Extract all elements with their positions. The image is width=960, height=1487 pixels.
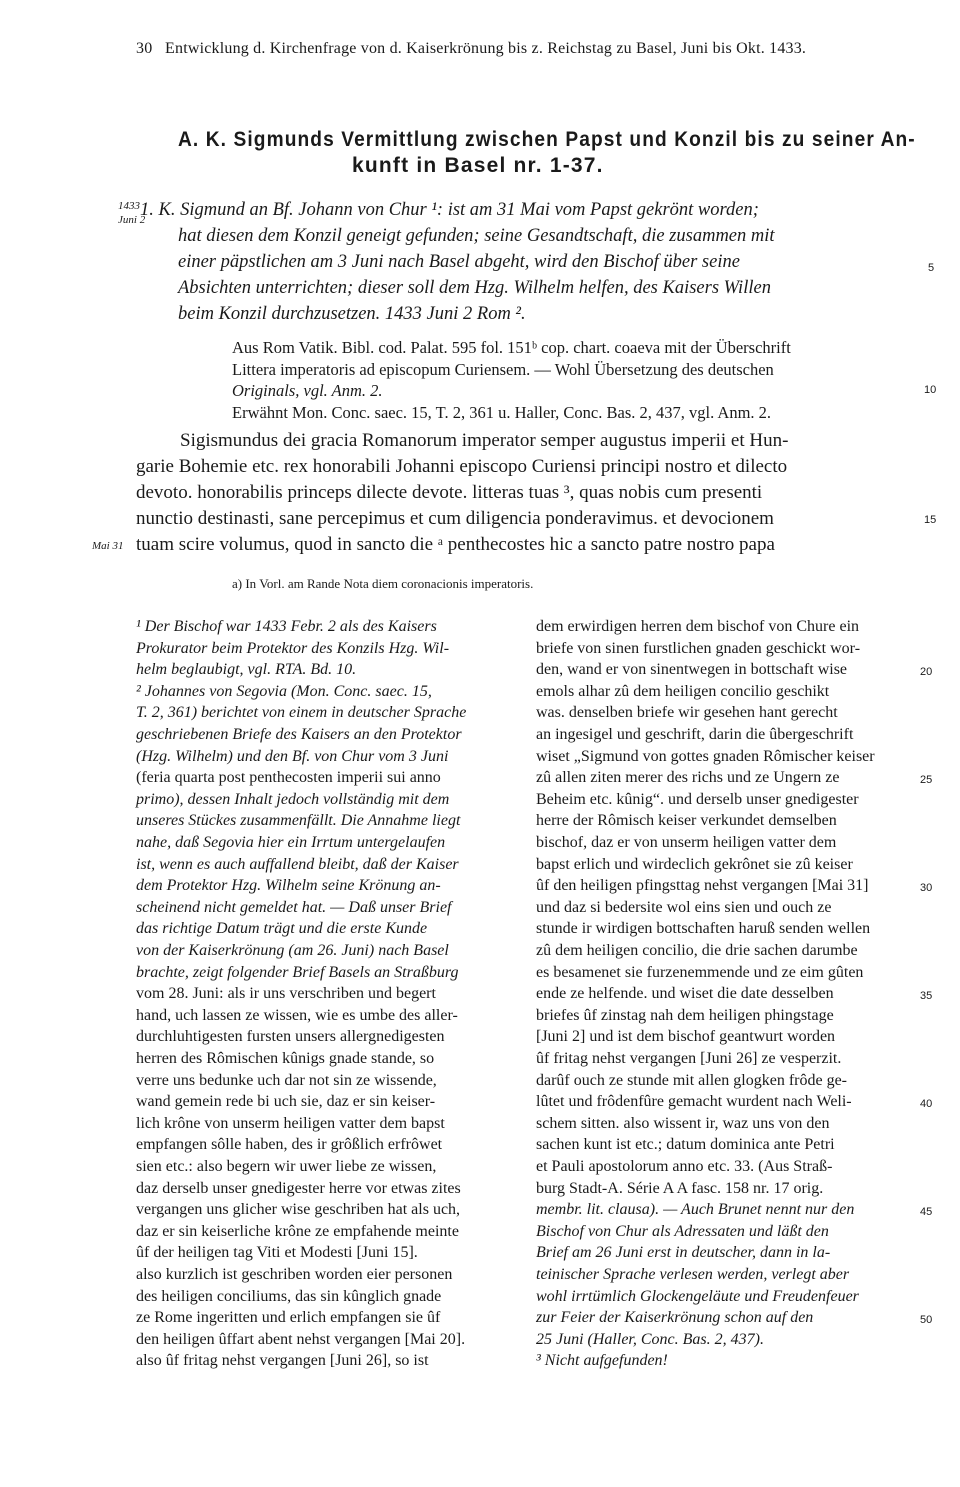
- regest-margin-year: 1433: [118, 200, 140, 212]
- footnote-line-left: unseres Stückes zusammenfällt. Die Annahme liegt: [136, 812, 461, 830]
- footnote-line-left: empfangen sôlle haben, des ir grôßlich erfrôwet: [136, 1136, 443, 1154]
- footnote-line-right: an ingesigel und geschrift, darin die ûbergeschrift: [536, 726, 854, 743]
- section-heading-line1: A. K. Sigmunds Vermittlung zwischen Papst und Konzil bis zu seiner An-: [178, 128, 916, 151]
- footnote-line-right: Brief am 26 Juni erst in deutscher, dann in la-: [536, 1244, 831, 1262]
- line-number: 5: [928, 262, 935, 274]
- footnote-line-left: ¹ Der Bischof war 1433 Febr. 2 als des Kaisers: [136, 618, 437, 635]
- footnote-line-left: (Hzg. Wilhelm) und den Bf. von Chur vom 3 Juni: [136, 747, 449, 765]
- footnote-line-left: ûf der heiligen tag Viti et Modesti [Juni 15].: [136, 1244, 418, 1262]
- footnote-line-right: teinischer Sprache verlesen werden, verlegt aber: [536, 1266, 850, 1283]
- regest-line: hat diesen dem Konzil geneigt gefunden; seine Gesandtschaft, die zusammen mit: [178, 226, 775, 246]
- source-line: Littera imperatoris ad episcopum Curiensem. — Wohl Übersetzung des deutschen: [232, 360, 774, 379]
- footnote-line-left: durchluhtigesten fursten unsers allergnedigesten: [136, 1028, 445, 1046]
- page-number: 30: [136, 40, 153, 57]
- footnote-line-left: wand gemein rede bi uch sie, daz er sin keiser-: [136, 1093, 436, 1111]
- regest-margin-day: Juni 2: [118, 214, 146, 226]
- source-line: Erwähnt Mon. Conc. saec. 15, T. 2, 361 u. Haller, Conc. Bas. 2, 437, vgl. Anm. 2.: [232, 403, 772, 422]
- line-number: 25: [920, 774, 933, 786]
- footnote-a: a) In Vorl. am Rande Nota diem coronacionis imperatoris.: [232, 576, 534, 591]
- footnote-line-left: des heiligen conciliums, das sin kûnglich gnade: [136, 1287, 442, 1305]
- footnote-line-left: sien etc.: also begern wir uwer liebe ze wissen,: [136, 1158, 437, 1175]
- footnote-line-left: vergangen uns glicher wise geschriben hat als uch,: [136, 1201, 461, 1219]
- footnote-line-right: briefes ûf zinstag nah dem heiligen phingstage: [536, 1006, 834, 1024]
- footnote-line-left: von der Kaiserkrönung (am 26. Juni) nach Basel: [136, 942, 449, 959]
- footnote-line-left: ze Rome ingeritten und erlich empfangen sie ûf: [136, 1309, 441, 1327]
- footnote-line-right: Beheim etc. kûnig“. und derselb unser gnedigester: [536, 790, 859, 808]
- footnote-line-right: den, wand er von sinentwegen in bottschaft wise: [536, 661, 848, 679]
- line-number: 45: [920, 1206, 933, 1218]
- section-heading-line2: kunft in Basel nr. 1-37.: [352, 154, 604, 177]
- source-line: Aus Rom Vatik. Bibl. cod. Palat. 595 fol. 151ᵇ cop. chart. coaeva mit der Überschrift: [232, 338, 791, 357]
- footnote-line-left: ² Johannes von Segovia (Mon. Conc. saec. 15,: [136, 682, 432, 700]
- footnote-line-right: bischof, daz er von unserm heiligen vatter dem: [536, 834, 837, 851]
- footnote-line-left: T. 2, 361) berichtet von einem in deutscher Sprache: [136, 704, 467, 722]
- running-header: [136, 40, 806, 58]
- footnote-line-right: ûf den heiligen pfingsttag nehst vergangen [Mai 31]: [536, 877, 869, 895]
- footnote-line-right: darûf ouch ze stunde mit allen glogken frôde ge-: [536, 1071, 847, 1089]
- footnote-line-right: 25 Juni (Haller, Conc. Bas. 2, 437).: [536, 1330, 764, 1348]
- main-text-line: devoto. honorabilis princeps dilecte devote. litteras tuas ³, quas nobis cum presenti: [136, 482, 763, 503]
- line-number: 30: [920, 882, 933, 894]
- footnote-line-left: den heiligen ûffart abent nehst vergangen [Mai 20].: [136, 1330, 466, 1348]
- footnote-line-right: stunde ir wirdigen bottschaften haruß senden wellen: [536, 920, 871, 938]
- footnote-line-right: was. denselben briefe wir gesehen hant gerecht: [536, 704, 838, 722]
- regest-line: 1. K. Sigmund an Bf. Johann von Chur ¹: ist am 31 Mai vom Papst gekrönt worden;: [140, 200, 759, 220]
- footnote-line-right: herre der Rômisch keiser verkundet demselben: [536, 812, 837, 830]
- footnote-line-left: daz derselb unser gnedigester herre vor etwas zites: [136, 1179, 461, 1197]
- line-number: 50: [920, 1314, 933, 1326]
- source-line: Originals, vgl. Anm. 2.: [232, 381, 383, 400]
- line-number: 20: [920, 666, 933, 678]
- footnote-line-left: hand, uch lassen ze wissen, wie es umbe des aller-: [136, 1006, 458, 1024]
- footnote-line-left: (feria quarta post penthecosten imperii sui anno: [136, 769, 441, 787]
- footnote-line-right: ende ze helfende. und wiset die date desselben: [536, 985, 834, 1003]
- footnote-line-right: wiset „Sigmund von gottes gnaden Rômischer keiser: [536, 747, 875, 765]
- footnote-line-left: das richtige Datum trägt und die erste Kunde: [136, 920, 428, 938]
- running-title: Entwicklung d. Kirchenfrage von d. Kaiserkrönung bis z. Reichstag zu Basel, Juni bis Okt. 1433.: [165, 40, 807, 57]
- footnote-line-right: emols alhar zû dem heiligen concilio geschikt: [536, 682, 830, 700]
- footnote-line-right: [Juni 2] und ist dem bischof geantwurt worden: [536, 1028, 836, 1046]
- footnote-line-left: brachte, zeigt folgender Brief Basels an Straßburg: [136, 963, 459, 981]
- main-text-line: nunctio destinasti, sane percepimus et cum diligencia ponderavimus. et devocionem: [136, 508, 774, 529]
- footnote-line-left: primo), dessen Inhalt jedoch vollständig mit dem: [136, 790, 450, 808]
- footnote-line-right: zur Feier der Kaiserkrönung schon auf den: [536, 1309, 814, 1327]
- footnote-line-left: herren des Rômischen kûnigs gnade stande, so: [136, 1050, 435, 1067]
- footnote-line-left: geschriebenen Briefe des Kaisers an den Protektor: [136, 726, 462, 743]
- main-text-line: tuam scire volumus, quod in sancto die ᵃ penthecostes hic a sancto patre nostro papa: [136, 534, 775, 555]
- footnote-line-left: daz er sin keiserliche krône ze empfahende meinte: [136, 1222, 459, 1240]
- line-number: 35: [920, 990, 933, 1002]
- regest-line: Absichten unterrichten; dieser soll dem Hzg. Wilhelm helfen, des Kaisers Willen: [178, 278, 771, 298]
- footnote-line-right: ûf fritag nehst vergangen [Juni 26] ze vesperzit.: [536, 1050, 842, 1067]
- footnote-line-left: nahe, daß Segovia hier ein Irrtum untergelaufen: [136, 834, 446, 851]
- footnote-line-right: burg Stadt-A. Série A A fasc. 158 nr. 17 orig.: [536, 1179, 824, 1197]
- footnote-line-right: zû allen ziten merer des richs und ze Ungern ze: [536, 769, 840, 787]
- footnote-line-right: und daz si bedersite wol eins sien und ouch ze: [536, 898, 832, 916]
- footnote-line-right: zû dem heiligen concilio, die drie sachen darumbe: [536, 942, 858, 959]
- footnote-line-right: ³ Nicht aufgefunden!: [536, 1352, 668, 1370]
- main-text-margin-date: Mai 31: [92, 540, 124, 552]
- footnote-line-right: bapst erlich und wirdeclich gekrônet sie zû keiser: [536, 855, 853, 873]
- line-number: 40: [920, 1098, 933, 1110]
- footnote-line-left: also ûf fritag nehst vergangen [Juni 26], so ist: [136, 1352, 429, 1370]
- line-number: 10: [924, 384, 937, 396]
- footnote-line-right: membr. lit. clausa). — Auch Brunet nennt nur den: [536, 1201, 855, 1219]
- footnote-line-right: lûtet und frôdenfûre gemacht wurdent nach Weli-: [536, 1093, 852, 1111]
- footnote-line-left: lich krône von unserm heiligen vatter dem bapst: [136, 1114, 445, 1132]
- footnote-line-right: sachen kunt ist etc.; datum dominica ante Petri: [536, 1136, 835, 1154]
- footnote-line-right: et Pauli apostolorum anno etc. 33. (Aus Straß-: [536, 1158, 833, 1175]
- main-text-line: garie Bohemie etc. rex honorabili Johanni episcopo Curiensi principi nostro et dilecto: [136, 456, 788, 477]
- main-text-line: Sigismundus dei gracia Romanorum imperator semper augustus imperii et Hun-: [180, 430, 789, 451]
- line-number: 15: [924, 514, 937, 526]
- footnote-line-left: ist, wenn es auch auffallend bleibt, daß der Kaiser: [136, 855, 459, 873]
- footnote-line-right: dem erwirdigen herren dem bischof von Chure ein: [536, 618, 860, 635]
- footnote-line-right: Bischof von Chur als Adressaten und läßt den: [536, 1222, 829, 1240]
- footnote-line-right: briefe von sinen furstlichen gnaden geschickt wor-: [536, 639, 861, 657]
- footnote-line-right: schem sitten. also wissent ir, waz uns von den: [536, 1114, 830, 1132]
- footnote-line-left: verre uns bedunke uch dar not sin ze wissende,: [136, 1071, 437, 1089]
- footnote-line-left: Prokurator beim Protektor des Konzils Hzg. Wil-: [136, 639, 450, 657]
- footnote-line-left: dem Protektor Hzg. Wilhelm seine Krönung an-: [136, 877, 441, 895]
- regest-line: beim Konzil durchzusetzen. 1433 Juni 2 Rom ².: [178, 304, 526, 324]
- footnote-line-left: vom 28. Juni: als ir uns verschriben und begert: [136, 985, 436, 1003]
- footnote-line-right: es besamenet sie furzenemmende und ze eim gûten: [536, 963, 864, 981]
- footnote-line-left: scheinend nicht gemeldet hat. — Daß unser Brief: [136, 898, 452, 916]
- regest-line: einer päpstlichen am 3 Juni nach Basel abgeht, wird den Bischof über seine: [178, 252, 740, 272]
- footnote-line-right: wohl irrtümlich Glockengeläute und Freudenfeuer: [536, 1287, 859, 1305]
- footnote-line-left: helm beglaubigt, vgl. RTA. Bd. 10.: [136, 661, 357, 679]
- footnote-line-left: also kurzlich ist geschriben worden eier personen: [136, 1266, 453, 1283]
